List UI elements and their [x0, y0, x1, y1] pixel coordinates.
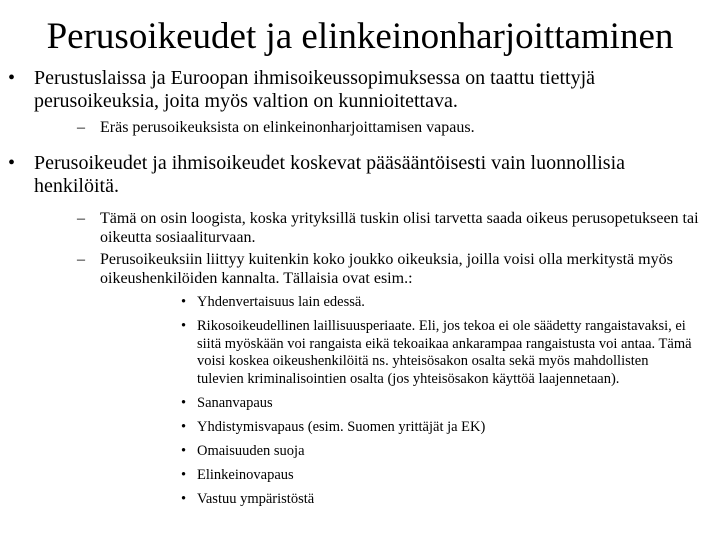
dash-marker: –: [77, 119, 85, 136]
small-bullet-marker: •: [181, 418, 187, 435]
sub-bullet-item: [34, 209, 706, 247]
sub-bullet-text: Perusoikeuksiin liittyy kuitenkin koko joukko oikeuksia, joilla voisi olla merkitystä myös oikeushenkilöiden kannalta. Tällaisia ovat esim.:: [100, 251, 673, 287]
bullet-item: [0, 152, 714, 508]
small-bullet-marker: •: [181, 490, 187, 507]
bullet-item: [0, 67, 714, 137]
sub-sub-bullet-list: [100, 294, 706, 508]
bullet-text: Perustuslaissa ja Euroopan ihmisoikeussopimuksessa on taattu tiettyjä perusoikeuksia, joita myös valtion on kunnioitettava.: [34, 67, 596, 112]
small-bullet-marker: •: [181, 442, 187, 459]
sub-sub-bullet-item: [100, 443, 694, 461]
sub-sub-bullet-text: Sananvapaus: [197, 394, 273, 411]
sub-sub-bullet-text: Rikosoikeudellinen laillisuusperiaate. Eli, jos tekoa ei ole säädetty rangaistavaksi, ei siitä myöskään voi rangaista eikä tekoaikaa ankarampaa rangaistusta voi antaa. Tämä voisi koskea oikeushenkilöitä ns. yhteisösakon osalta sekä myös mahdollisten tulevien kriminalisointien osalta (jos yhteisösakon käyttöä laajennetaan).: [197, 318, 692, 387]
bullet-list: [0, 67, 720, 508]
dash-marker: –: [77, 210, 85, 227]
sub-bullet-list: [34, 209, 714, 508]
dash-marker: –: [77, 251, 85, 268]
sub-sub-bullet-item: [100, 491, 694, 509]
sub-sub-bullet-text: Yhdistymisvapaus (esim. Suomen yrittäjät ja EK): [197, 418, 486, 435]
sub-sub-bullet-item: [100, 419, 694, 437]
sub-bullet-list: [34, 118, 714, 137]
bullet-marker: •: [8, 67, 16, 89]
sub-sub-bullet-text: Yhdenvertaisuus lain edessä.: [197, 294, 365, 310]
sub-sub-bullet-text: Omaisuuden suoja: [197, 442, 305, 459]
small-bullet-marker: •: [181, 466, 187, 483]
small-bullet-marker: •: [181, 318, 187, 334]
slide-title: Perusoikeudet ja elinkeinonharjoittaminen: [46, 16, 674, 57]
sub-bullet-item: [34, 250, 706, 508]
slide-content: [0, 60, 720, 508]
sub-sub-bullet-item: [100, 467, 694, 485]
sub-sub-bullet-item: [100, 395, 694, 413]
sub-sub-bullet-text: Vastuu ympäristöstä: [197, 490, 315, 507]
sub-bullet-text: Eräs perusoikeuksista on elinkeinonharjoittamisen vapaus.: [100, 119, 475, 136]
sub-sub-bullet-item: [100, 318, 694, 388]
sub-sub-bullet-item: [100, 294, 694, 312]
small-bullet-marker: •: [181, 294, 187, 310]
sub-sub-bullet-text: Elinkeinovapaus: [197, 466, 294, 483]
bullet-marker: •: [8, 152, 16, 174]
bullet-text: Perusoikeudet ja ihmisoikeudet koskevat pääsääntöisesti vain luonnollisia henkilöitä.: [34, 152, 625, 197]
small-bullet-marker: •: [181, 394, 187, 411]
sub-bullet-item: [34, 118, 706, 137]
sub-bullet-text: Tämä on osin loogista, koska yrityksillä tuskin olisi tarvetta saada oikeus perusopetukseen tai oikeutta sosiaaliturvaan.: [100, 210, 699, 246]
